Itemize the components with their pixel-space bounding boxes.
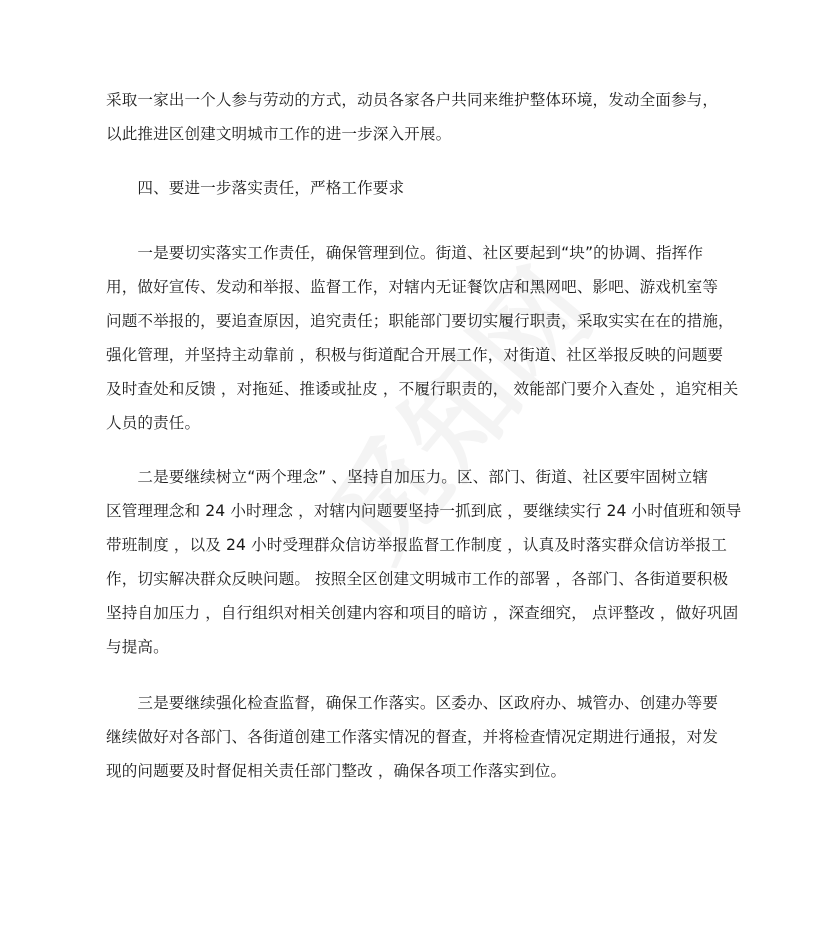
text-line: 三是要继续强化检查监督，确保工作落实。区委办、区政府办、城管办、创建办等要 [106,694,719,712]
text-line: 及时查处和反馈 ，对拖延、推诿或扯皮 ，不履行职责的， 效能部门要介入查处 ，追究相关 [106,380,739,398]
text-line: 现的问题要及时督促相关责任部门整改 ，确保各项工作落实到位。 [106,762,567,780]
text-line: 一是要切实落实工作责任，确保管理到位。街道、社区要起到“块”的协调、指挥作 [106,244,704,262]
text-line: 问题不举报的，要追查原因，追究责任；职能部门要切实履行职责，采取实实在在的措施， [106,312,734,330]
text-line: 继续做好对各部门、各街道创建工作落实情况的督查，并将检查情况定期进行通报，对发 [106,728,719,746]
text-line: 作，切实解决群众反映问题。 按照全区创建文明城市工作的部署 ，各部门、各街道要积极 [106,570,729,588]
text-line: 人员的责任。 [106,414,201,432]
text-line: 与提高。 [106,638,169,656]
text-line: 采取一家出一个人参与劳动的方式，动员各家各户共同来维护整体环境，发动全面参与， [106,91,719,109]
text-line: 用，做好宣传、发动和举报、监督工作，对辖内无证餐饮店和黑网吧、影吧、游戏机室等 [106,278,719,296]
text-line: 二是要继续树立“两个理念” 、坚持自加压力。区、部门、街道、社区要牢固树立辖 [106,468,709,486]
text-line: 带班制度 ，以及 24 小时受理群众信访举报监督工作制度 ，认真及时落实群众信访举报工 [106,536,727,554]
text-line: 区管理理念和 24 小时理念 ，对辖内问题要坚持一抓到底 ，要继续实行 24 小时值班和领导 [106,502,742,520]
text-line: 强化管理，并坚持主动靠前 ，积极与街道配合开展工作，对街道、社区举报反映的问题要 [106,346,724,364]
text-line: 以此推进区创建文明城市工作的进一步深入开展。 [106,125,452,143]
section-heading: 四、要进一步落实责任，严格工作要求 [106,179,405,197]
text-line: 坚持自加压力 ，自行组织对相关创建内容和项目的暗访 ，深查细究， 点评整改 ，做好巩固 [106,604,739,622]
